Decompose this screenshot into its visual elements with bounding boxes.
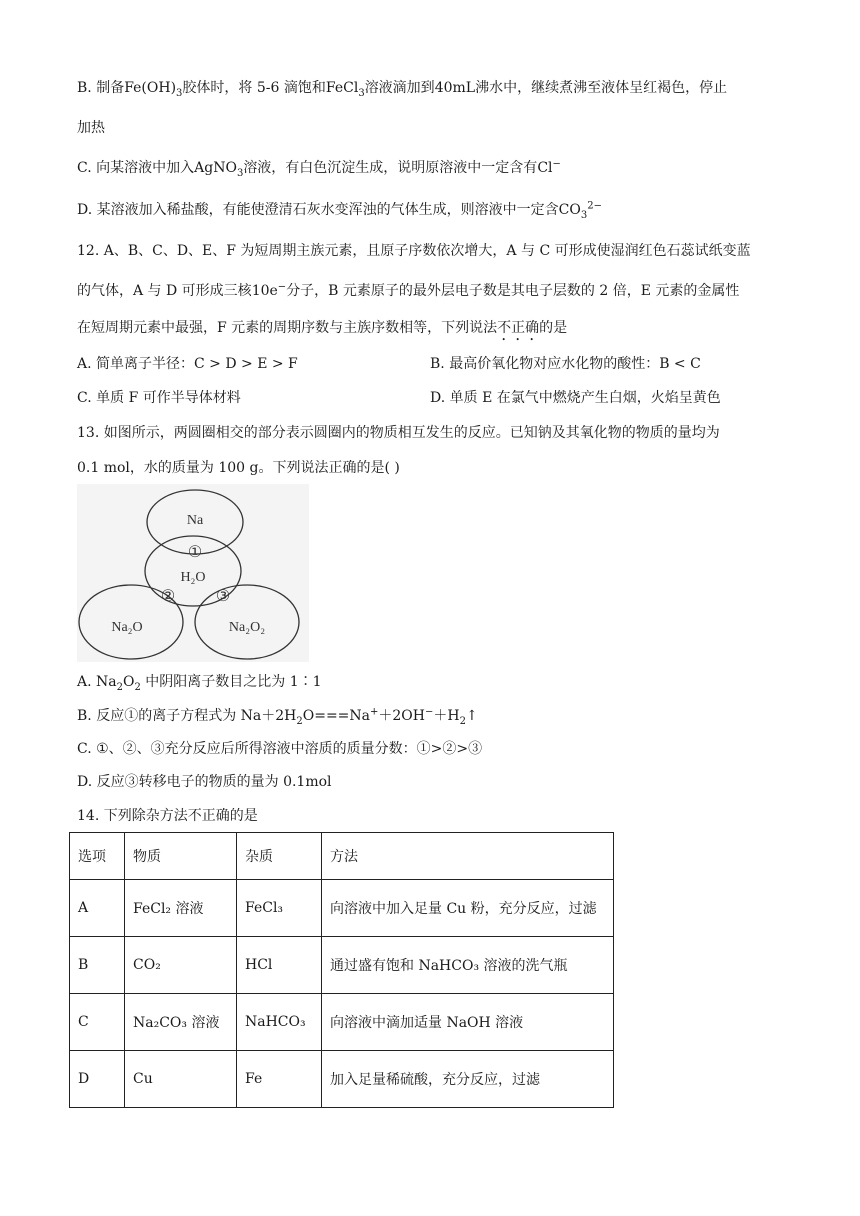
reaction-2-marker: ② <box>160 588 176 605</box>
q12-stem-line1: 12. A、B、C、D、E、F 为短周期主族元素，且原子序数依次增大，A 与 C 可形成使湿润红色石蕊试纸变蓝 <box>77 243 751 259</box>
header-method: 方法 <box>322 833 614 880</box>
q11-option-b-line2: 加热 <box>77 120 105 136</box>
cell-substance: FeCl₂ 溶液 <box>125 880 237 937</box>
reaction-3-marker: ③ <box>215 588 231 605</box>
cell-method: 向溶液中加入足量 Cu 粉，充分反应，过滤 <box>322 880 614 937</box>
q11-option-c: C. 向某溶液中加入AgNO$_3$溶液，有白色沉淀生成，说明原溶液中一定含有Cl− <box>77 158 561 179</box>
q12-stem-line2: 的气体，A 与 D 可形成三核10e−分子，B 元素原子的最外层电子数是其电子层数的 2 倍，E 元素的金属性 <box>77 281 740 299</box>
table-row <box>70 1051 614 1108</box>
cell-method: 通过盛有饱和 NaHCO₃ 溶液的洗气瓶 <box>322 937 614 994</box>
q14-table <box>69 832 614 1108</box>
table-row <box>70 994 614 1051</box>
emphasis-dots: 不正确 <box>497 320 540 336</box>
cell-substance: CO₂ <box>125 937 237 994</box>
cell-option: D <box>70 1051 125 1108</box>
table-header-row <box>70 833 614 880</box>
table-row <box>70 880 614 937</box>
q11-option-d: D. 某溶液加入稀盐酸，有能使澄清石灰水变浑浊的气体生成，则溶液中一定含$CO_3^{2-}$ <box>77 200 602 221</box>
table-row <box>70 937 614 994</box>
q13-option-b: B. 反应①的离子方程式为 $Na+2H_2O===Na^++2OH^-+H_2↑$ <box>77 706 478 727</box>
label-na: Na <box>186 513 204 528</box>
q12-option-b: B. 最高价氧化物对应水化物的酸性：B < C <box>430 356 701 372</box>
q12-stem-line3: 在短周期元素中最强，F 元素的周期序数与主族序数相等，下列说法不正确的是 <box>77 320 568 336</box>
cell-option: C <box>70 994 125 1051</box>
q13-option-d: D. 反应③转移电子的物质的量为 0.1mol <box>77 774 332 790</box>
cell-option: B <box>70 937 125 994</box>
cell-option: A <box>70 880 125 937</box>
cell-impurity: FeCl₃ <box>237 880 322 937</box>
cell-method: 加入足量稀硫酸，充分反应，过滤 <box>322 1051 614 1108</box>
cell-substance: Cu <box>125 1051 237 1108</box>
label-na2o: Na₂O <box>111 620 143 635</box>
cell-impurity: Fe <box>237 1051 322 1108</box>
cell-method: 向溶液中滴加适量 NaOH 溶液 <box>322 994 614 1051</box>
q13-option-a: A. $Na_2O_2$ 中阴阳离子数目之比为 1∶1 <box>77 674 322 693</box>
q13-stem-line2: 0.1 mol，水的质量为 100 g。下列说法正确的是( ) <box>77 460 400 476</box>
cell-impurity: HCl <box>237 937 322 994</box>
label-h2o: H₂O <box>180 570 206 585</box>
cell-impurity: NaHCO₃ <box>237 994 322 1051</box>
q12-option-d: D. 单质 E 在氯气中燃烧产生白烟，火焰呈黄色 <box>430 390 721 406</box>
q12-option-a: A. 简单离子半径：C > D > E > F <box>77 356 298 372</box>
venn-diagram <box>77 484 309 662</box>
header-substance: 物质 <box>125 833 237 880</box>
q12-option-c: C. 单质 F 可作半导体材料 <box>77 390 241 406</box>
q11-option-b-line1: B. 制备$Fe(OH)_3$胶体时，将 5-6 滴饱和FeCl$_3$溶液滴加到40mL沸水中，继续煮沸至液体呈红褐色，停止 <box>77 80 728 99</box>
q13-option-c: C. ①、②、③充分反应后所得溶液中溶质的质量分数：①>②>③ <box>77 741 483 757</box>
reaction-1-marker: ① <box>187 544 203 561</box>
header-impurity: 杂质 <box>237 833 322 880</box>
cell-substance: Na₂CO₃ 溶液 <box>125 994 237 1051</box>
q13-stem-line1: 13. 如图所示，两圆圈相交的部分表示圆圈内的物质相互发生的反应。已知钠及其氧化物的物质的量均为 <box>77 425 720 441</box>
label-na2o2: Na₂O₂ <box>228 620 266 635</box>
q14-stem: 14. 下列除杂方法不正确的是 <box>77 808 258 824</box>
header-option: 选项 <box>70 833 125 880</box>
